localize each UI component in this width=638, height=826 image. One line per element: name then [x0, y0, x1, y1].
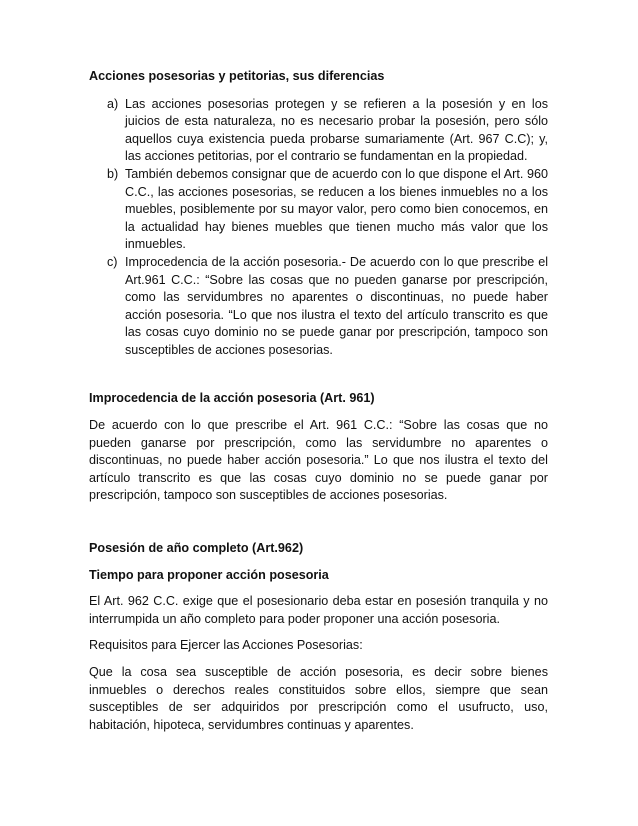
section-heading-posesion-ano-completo: Posesión de año completo (Art.962) [89, 541, 304, 556]
list-marker: c) [107, 254, 118, 269]
list-item-text: También debemos consignar que de acuerdo con lo que dispone el Art. 960 C.C., las acciones posesorias, se reducen a los bienes inmuebles no a los muebles, posiblemente por su mayor valor, pero como bien conocemos, en la actualidad hay bienes muebles que tienen mucho más valor que los inmuebles. [125, 166, 548, 252]
bienes-inmuebles-paragraph: Que la cosa sea susceptible de acción posesoria, es decir sobre bienes inmuebles o derechos reales constituidos sobre ellos, siempre que sean susceptibles de ser adquiridos por prescripción como el usufructo, uso, habitación, hipoteca, servidumbres continuas y aparentes. [89, 665, 548, 732]
subheading-tiempo-accion: Tiempo para proponer acción posesoria [89, 567, 329, 582]
list-item [89, 166, 548, 254]
list-item [89, 96, 548, 166]
art-962-paragraph: El Art. 962 C.C. exige que el posesionario deba estar en posesión tranquila y no interrumpida un año completo para poder proponer una acción posesoria. [89, 594, 548, 626]
list-marker: a) [107, 96, 119, 111]
improcedencia-paragraph: De acuerdo con lo que prescribe el Art. 961 C.C.: “Sobre las cosas que no pueden ganarse por prescripción, como las servidumbre no aparentes o discontinuas, no puede haber acción posesoria.” Lo que nos ilustra el texto del artículo transcrito es que las cosas cuyo dominio no se puede ganar por prescripción, tampoco son susceptibles de acciones posesorias. [89, 418, 548, 503]
document-page [89, 68, 548, 734]
list-item-text: Las acciones posesorias protegen y se refieren a la posesión y en los juicios de esta naturaleza, no es necesario probar la posesión, pero sólo aquellos cuya existencia pueda probarse sumariamente (Art. 967 C.C); y, las acciones petitorias, por el contrario se fundamentan en la propiedad. [125, 96, 548, 164]
list-item-text: Improcedencia de la acción posesoria.- De acuerdo con lo que prescribe el Art.961 C.C.: “Sobre las cosas que no pueden ganarse por prescripción, como las servidumbres no aparentes o discontinuas, no puede haber acción posesoria. “Lo que nos ilustra el texto del artículo transcrito es que las cosas cuyo dominio no se puede ganar por prescripción, tampoco son susceptibles de acciones posesorias. [125, 254, 548, 357]
section-heading-improcedencia: Improcedencia de la acción posesoria (Art. 961) [89, 390, 375, 405]
list-item [89, 254, 548, 360]
differences-list [89, 96, 548, 360]
requisitos-paragraph: Requisitos para Ejercer las Acciones Posesorias: [89, 638, 363, 653]
list-marker: b) [107, 166, 119, 181]
section-heading-acciones-posesorias: Acciones posesorias y petitorias, sus diferencias [89, 69, 385, 83]
